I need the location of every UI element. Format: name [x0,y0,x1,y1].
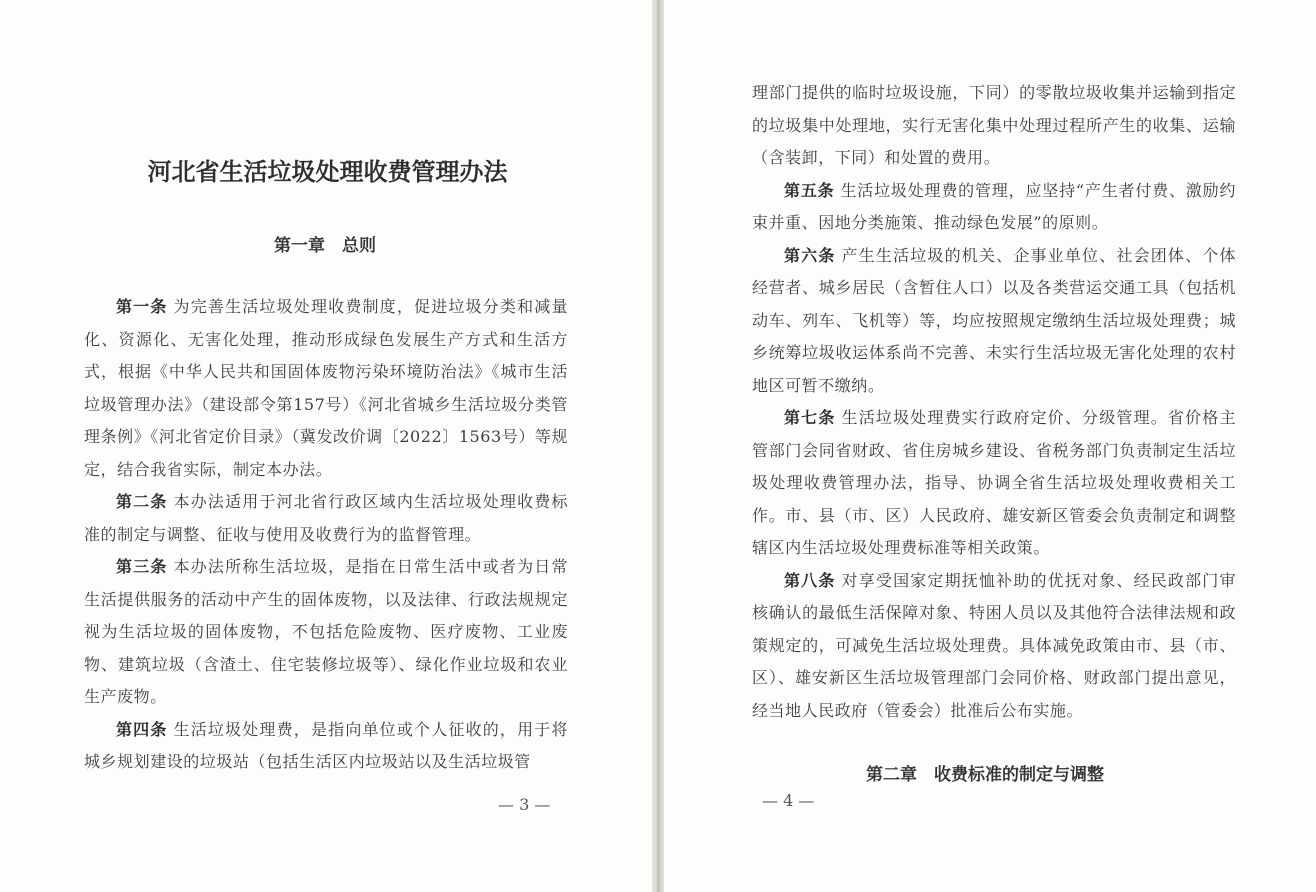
article-3 [84,551,568,714]
article-4-continuation: 理部门提供的临时垃圾设施，下同）的零散垃圾收集并运输到指定的垃圾集中处理地，实行无害化集中处理过程所产生的收集、运输（含装卸，下同）和处置的费用。 [752,83,1236,167]
article-8 [752,565,1236,728]
left-page-body [84,291,568,779]
article-number: 第七条 [784,408,836,427]
document-title: 河北省生活垃圾处理收费管理办法 [147,157,508,186]
article-number: 第五条 [784,180,835,200]
chapter-heading-1: 第一章 总则 [274,236,376,256]
article-text: 本办法所称生活垃圾，是指在日常生活中或者为日常生活提供服务的活动中产生的固体废物，以及法律、行政法规规定视为生活垃圾的固体废物，不包括危险废物、医疗废物、工业废物、建筑垃圾（含渣土、住宅装修垃圾等）、绿化作业垃圾和农业生产废物。 [84,557,569,706]
article-text: 产生生活垃圾的机关、企事业单位、社会团体、个体经营者、城乡居民（含暂住人口）以及各类营运交通工具（包括机动车、列车、飞机等）等，均应按照规定缴纳生活垃圾处理费；城乡统筹垃圾收运体系尚不完善、未实行生活垃圾无害化处理的农村地区可暂不缴纳。 [752,245,1237,395]
article-number: 第三条 [116,557,168,576]
article-number: 第一条 [116,297,168,316]
article-7 [752,402,1236,565]
article-text: 为完善生活垃圾处理收费制度，促进垃圾分类和减量化、资源化、无害化处理，推动形成绿色发展生产方式和生活方式，根据《中华人民共和国固体废物污染环境防治法》《城市生活垃圾管理办法》（建设部令第157号）《河北省城乡生活垃圾分类管理条例》《河北省定价目录》（冀发改价调〔2022〕1563号）等规定，结合我省实际，制定本办法。 [84,297,569,479]
article-4 [84,714,568,779]
article-number: 第八条 [784,570,836,590]
gutter-divider [657,0,660,892]
article-2 [84,486,568,551]
article-number: 第二条 [116,492,168,511]
right-page-body [752,77,1236,727]
article-text: 本办法适用于河北省行政区域内生活垃圾处理收费标准的制定与调整、征收与使用及收费行为的监督管理。 [84,492,569,544]
article-5 [752,175,1236,240]
article-text: 生活垃圾处理费，是指向单位或个人征收的，用于将城乡规划建设的垃圾站（包括生活区内垃圾站以及生活垃圾管 [84,719,569,771]
article-text: 生活垃圾处理费实行政府定价、分级管理。省价格主管部门会同省财政、省住房城乡建设、省税务部门负责制定生活垃圾处理收费管理办法，指导、协调全省生活垃圾处理收费相关工作。市、县（市、区）人民政府、雄安新区管委会负责制定和调整辖区内生活垃圾处理费标准等相关政策。 [752,408,1237,557]
page-number: — 4 — [762,791,815,810]
article-number: 第四条 [116,719,168,739]
article-1 [84,291,568,486]
left-page [0,0,652,892]
article-text: 生活垃圾处理费的管理，应坚持“产生者付费、激励约束并重、因地分类施策、推动绿色发展”的原则。 [752,180,1236,232]
article-text: 对享受国家定期抚恤补助的优抚对象、经民政部门审核确认的最低生活保障对象、特困人员以及其他符合法律法规和政策规定的，可减免生活垃圾处理费。具体减免政策由市、县（市、区）、雄安新区生活垃圾管理部门会同价格、财政部门提出意见，经当地人民政府（管委会）批准后公布实施。 [752,570,1237,720]
article-6 [752,240,1236,403]
article-number: 第六条 [784,245,836,265]
page-number: — 3 — [498,795,551,814]
chapter-heading-2: 第二章 收费标准的制定与调整 [866,765,1104,785]
